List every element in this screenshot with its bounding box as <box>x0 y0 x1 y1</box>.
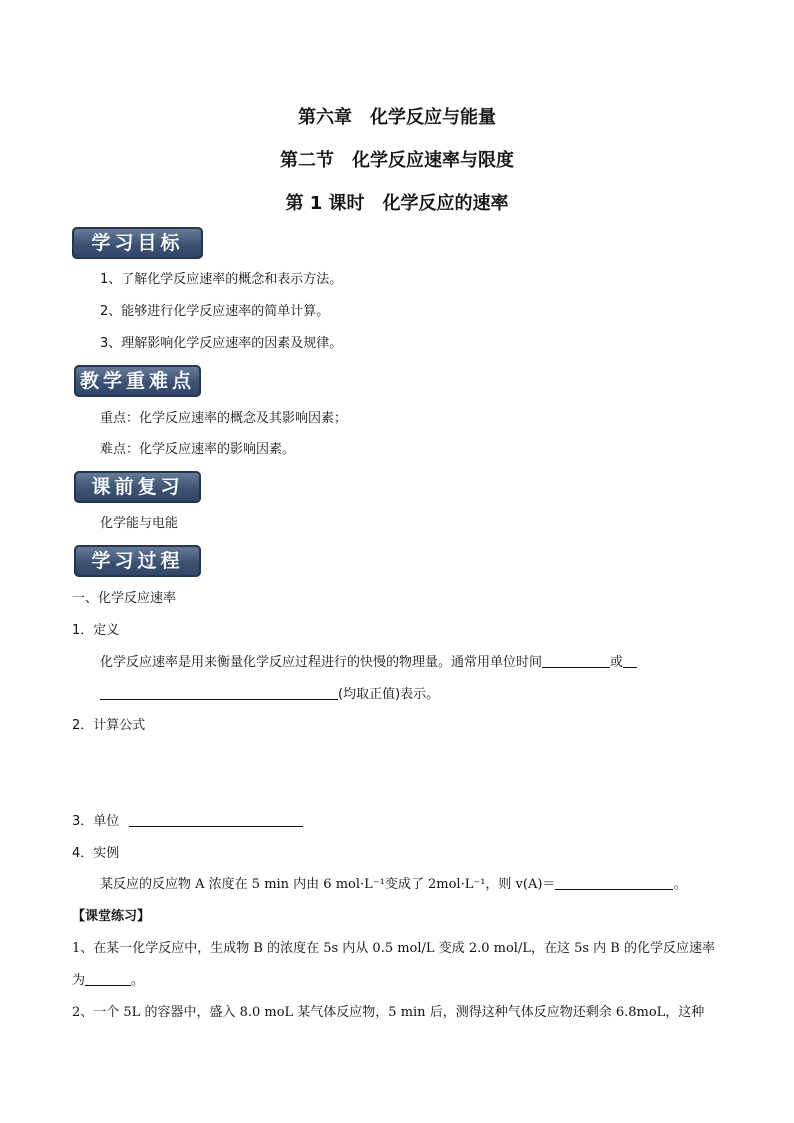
practice-question-1: 1、在某一化学反应中，生成物 B 的浓度在 5s 内从 0.5 mol/L 变成 2.0 mol/L，在这 5s 内 B 的化学反应速率 <box>72 941 715 956</box>
learning-process-badge: 学习过程 <box>74 545 201 577</box>
difficult-point: 难点：化学反应速率的影响因素。 <box>100 442 296 457</box>
section-heading: 一、化学反应速率 <box>72 591 177 606</box>
chapter-title: 第六章 化学反应与能量 <box>298 107 496 128</box>
example-text <box>100 876 686 894</box>
unit-label: 3．单位 <box>72 814 120 829</box>
definition-text-a: 化学反应速率是用来衡量化学反应过程进行的快慢的物理量。通常用单位时间 <box>100 655 543 670</box>
definition-text <box>100 654 637 672</box>
example-text-a: 某反应的反应物 A 浓度在 5 min 内由 6 mol·L⁻¹变成了 2mol·L⁻¹，则 v(A)＝ <box>100 877 556 892</box>
lesson-title: 第 1 课时 化学反应的速率 <box>285 193 509 214</box>
practice-heading: 【课堂练习】 <box>72 909 151 924</box>
q1-text-a: 为 <box>72 973 86 988</box>
answer-blank[interactable] <box>100 686 338 700</box>
practice-question-2: 2、一个 5L 的容器中，盛入 8.0 moL 某气体反应物，5 min 后，测得这种气体反应物还剩余 6.8moL，这种 <box>72 1005 705 1020</box>
goal-item: 2、能够进行化学反应速率的简单计算。 <box>100 304 330 319</box>
goal-item: 1、了解化学反应速率的概念和表示方法。 <box>100 272 343 287</box>
answer-blank[interactable] <box>623 654 637 668</box>
formula-label: 2．计算公式 <box>72 718 146 733</box>
goal-item: 3、理解影响化学反应速率的因素及规律。 <box>100 336 343 351</box>
review-item: 化学能与电能 <box>100 516 179 531</box>
definition-text-c: (均取正值)表示。 <box>338 687 440 702</box>
section-title: 第二节 化学反应速率与限度 <box>280 150 514 171</box>
answer-blank[interactable] <box>129 813 303 827</box>
unit-line <box>72 813 303 831</box>
q1-text-b: 。 <box>131 973 145 988</box>
answer-blank[interactable] <box>85 972 131 986</box>
definition-text-b: 或 <box>610 655 624 670</box>
key-points-badge: 教学重难点 <box>74 365 201 397</box>
learning-goals-badge: 学习目标 <box>72 227 203 259</box>
key-point: 重点：化学反应速率的概念及其影响因素； <box>100 411 348 426</box>
review-badge: 课前复习 <box>74 471 201 503</box>
example-label: 4．实例 <box>72 846 120 861</box>
answer-blank[interactable] <box>555 876 673 890</box>
example-text-b: 。 <box>673 877 687 892</box>
answer-blank[interactable] <box>542 654 610 668</box>
practice-question-1-cont <box>72 972 144 990</box>
definition-label: 1．定义 <box>72 623 120 638</box>
definition-text-cont <box>100 686 439 704</box>
